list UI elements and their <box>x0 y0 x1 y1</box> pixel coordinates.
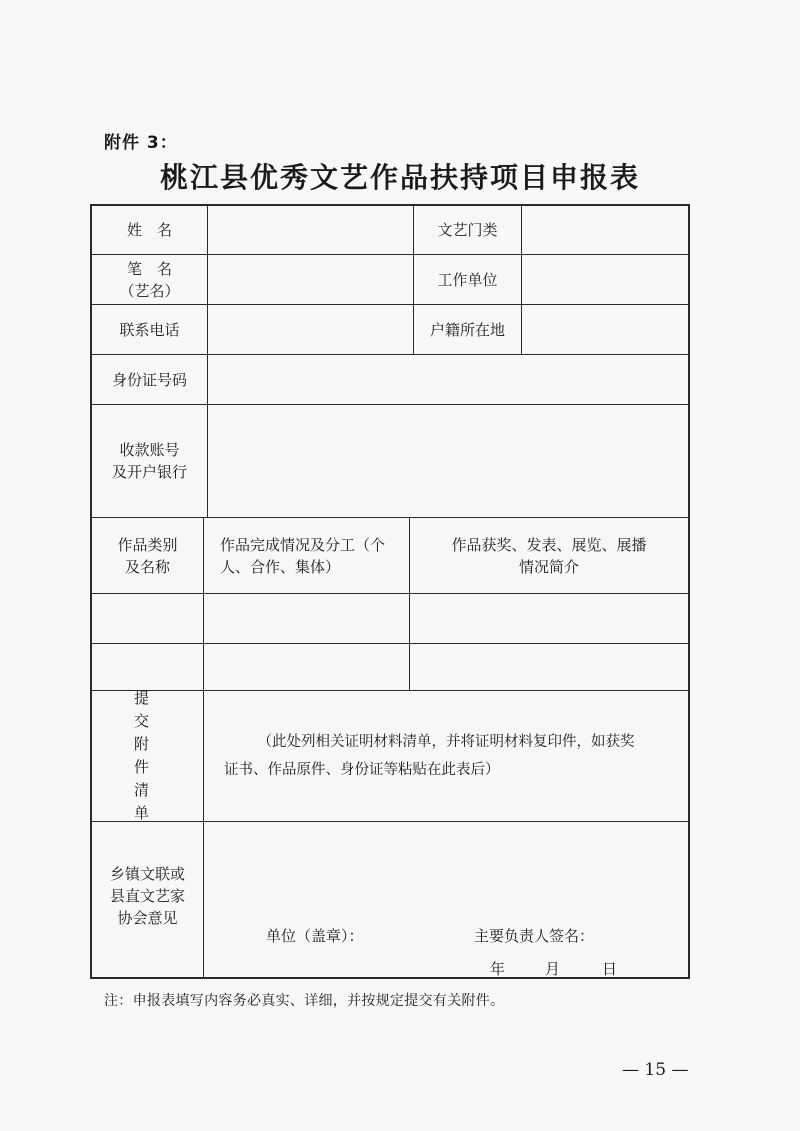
signature-label: 主要负责人签名： <box>474 927 595 945</box>
unit-seal-label: 单位（盖章）： <box>266 927 364 945</box>
awards-label-line1: 作品获奖、发表、展览、展播 <box>451 535 647 554</box>
work-unit-label: 工作单位 <box>437 270 498 289</box>
opinion-label-line3: 协会意见 <box>117 908 178 927</box>
opinion-field[interactable] <box>204 822 688 977</box>
attachment-label: 附件 3： <box>104 133 178 153</box>
name-field[interactable] <box>208 206 413 254</box>
awards-label-line2: 情况简介 <box>518 557 579 576</box>
completion-field-2[interactable] <box>204 644 409 690</box>
household-label: 户籍所在地 <box>429 320 505 339</box>
bank-label-cell <box>92 405 207 517</box>
works-type-field-2[interactable] <box>92 644 203 690</box>
opinion-label-cell <box>92 822 203 977</box>
bank-label-line1: 收款账号 <box>119 441 180 459</box>
page-number: — 15 — <box>622 1060 689 1080</box>
pen-name-label-cell <box>92 255 207 304</box>
bank-field[interactable] <box>208 405 688 517</box>
works-type-field-1[interactable] <box>92 594 203 643</box>
attachments-label-char: 件 <box>133 758 149 776</box>
date-month-label: 月 <box>545 960 561 978</box>
footer-note: 注：申报表填写内容务必真实、详细，并按规定提交有关附件。 <box>104 993 505 1009</box>
phone-label: 联系电话 <box>119 320 180 339</box>
art-category-field[interactable] <box>522 206 688 254</box>
works-type-label-line1: 作品类别 <box>117 535 178 554</box>
attachments-label-char: 提 <box>133 689 149 707</box>
work-unit-field[interactable] <box>522 255 688 304</box>
date-day-label: 日 <box>602 960 618 978</box>
completion-label-line2: 人、合作、集体） <box>220 557 341 576</box>
attachments-field[interactable] <box>204 691 688 821</box>
awards-field-2[interactable] <box>410 644 688 690</box>
attachments-label-char: 附 <box>133 735 149 753</box>
attachments-note-line2: 证书、作品原件、身份证等粘贴在此表后） <box>224 762 500 778</box>
opinion-label-line1: 乡镇文联或 <box>109 864 185 883</box>
table-border-bottom <box>90 977 688 979</box>
form-title: 桃江县优秀文艺作品扶持项目申报表 <box>159 161 640 194</box>
completion-label-cell <box>204 518 409 593</box>
awards-field-1[interactable] <box>410 594 688 643</box>
completion-label-line1: 作品完成情况及分工（个 <box>220 535 386 554</box>
works-type-label-line2: 及名称 <box>124 557 170 576</box>
attachments-note-line1: （此处列相关证明材料清单，并将证明材料复印件，如获奖 <box>257 734 635 750</box>
opinion-label-line2: 县直文艺家 <box>109 886 185 905</box>
works-type-label-cell <box>92 518 203 593</box>
pen-name-sub-label: （艺名） <box>119 281 180 300</box>
bank-label-line2: 及开户银行 <box>111 463 187 481</box>
attachments-label-char: 单 <box>133 804 149 822</box>
id-number-label: 身份证号码 <box>111 370 187 389</box>
date-year-label: 年 <box>490 960 506 978</box>
household-field[interactable] <box>522 305 688 354</box>
phone-field[interactable] <box>208 305 413 354</box>
name-label: 姓 名 <box>126 221 172 239</box>
attachments-label-char: 交 <box>133 712 149 730</box>
id-number-field[interactable] <box>208 355 688 404</box>
attachments-label-cell <box>92 691 203 821</box>
table-border-right <box>688 204 690 979</box>
pen-name-label: 笔 名 <box>126 259 172 278</box>
awards-label-cell <box>410 518 688 593</box>
completion-field-1[interactable] <box>204 594 409 643</box>
art-category-label: 文艺门类 <box>437 221 498 239</box>
pen-name-field[interactable] <box>208 255 413 304</box>
attachments-label-char: 清 <box>133 781 149 799</box>
